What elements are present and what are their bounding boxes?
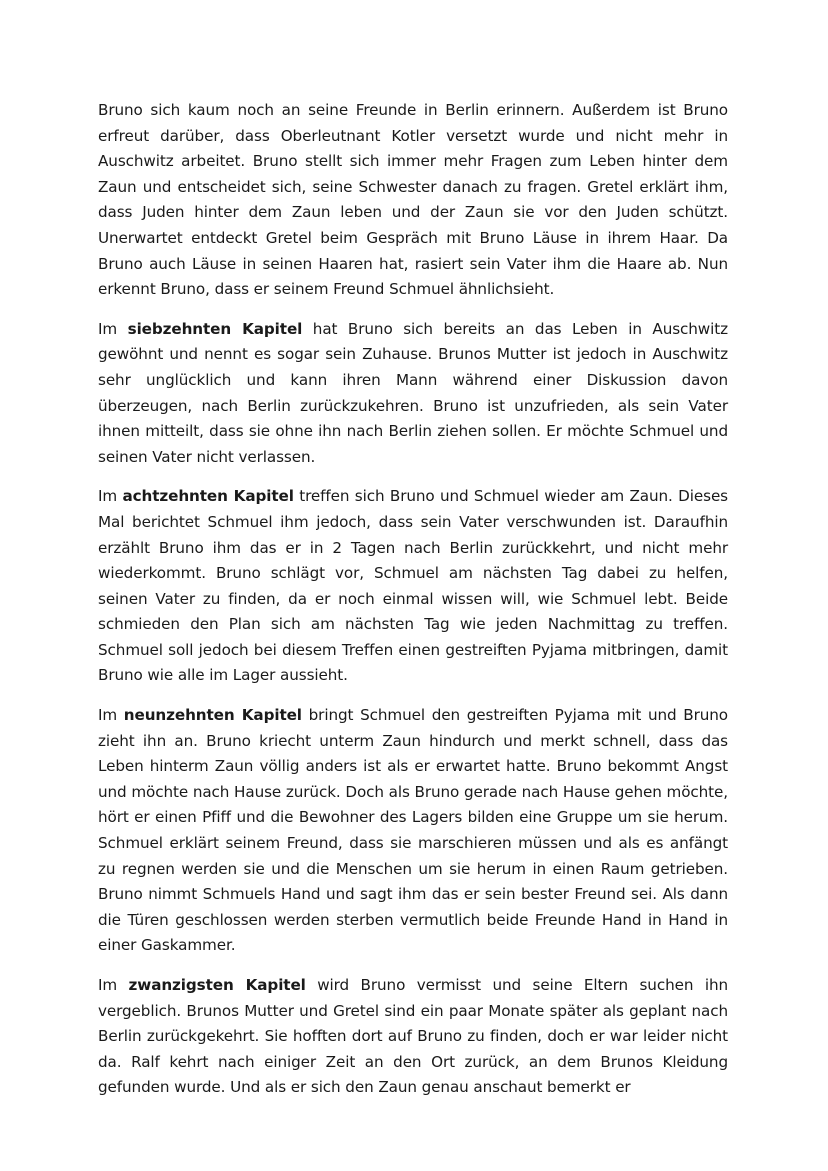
paragraph-chapter-18: [98, 484, 728, 689]
paragraph-text: treffen sich Bruno und Schmuel wieder am Zaun. Dieses Mal berichtet Schmuel ihm jedoch, dass sein Vater verschwunden ist. Daraufhin erzählt Bruno ihm das er in 2 Tagen nach Berlin zurückkehrt, und nicht mehr wiederkommt. Bruno schlägt vor, Schmuel am nächsten Tag dabei zu helfen, seinen Vater zu finden, da er noch einmal wissen will, wie Schmuel lebt. Beide schmieden den Plan sich am nächsten Tag wie jeden Nachmittag zu treffen. Schmuel soll jedoch bei diesem Treffen einen gestreiften Pyjama mitbringen, damit Bruno wie alle im Lager aussieht.: [98, 487, 728, 685]
paragraph-text: bringt Schmuel den gestreiften Pyjama mit und Bruno zieht ihn an. Bruno kriecht unterm Zaun hindurch und merkt schnell, dass das Leben hinterm Zaun völlig anders ist als er erwartet hatte. Bruno bekommt Angst und möchte nach Hause zurück. Doch als Bruno gerade nach Hause gehen möchte, hört er einen Pfiff und die Bewohner des Lagers bilden eine Gruppe um sie herum. Schmuel erklärt seinem Freund, dass sie marschieren müssen und als es anfängt zu regnen werden sie und die Menschen um sie herum in einen Raum getrieben. Bruno nimmt Schmuels Hand und sagt ihm das er sein bester Freund sei. Als dann die Türen geschlossen werden sterben vermutlich beide Freunde Hand in Hand in einer Gaskammer.: [98, 706, 728, 955]
paragraph-chapter-20: [98, 973, 728, 1101]
chapter-keyword: achtzehnten Kapitel: [122, 487, 294, 506]
paragraph-lead: Im: [98, 487, 123, 506]
paragraph-lead: Im: [98, 319, 128, 338]
paragraph-text: wird Bruno vermisst und seine Eltern suchen ihn vergeblich. Brunos Mutter und Gretel sind ein paar Monate später als geplant nach Berlin zurückgekehrt. Sie hofften dort auf Bruno zu finden, doch er war leider nicht da. Ralf kehrt nach einiger Zeit an den Ort zurück, an dem Brunos Kleidung gefunden wurde. Und als er sich den Zaun genau anschaut bemerkt er: [98, 976, 728, 1097]
chapter-keyword: siebzehnten Kapitel: [127, 319, 303, 338]
paragraph-chapter-17: [98, 317, 728, 471]
paragraph-text: Bruno sich kaum noch an seine Freunde in Berlin erinnern. Außerdem ist Bruno erfreut darüber, dass Oberleutnant Kotler versetzt wurde und nicht mehr in Auschwitz arbeitet. Bruno stellt sich immer mehr Fragen zum Leben hinter dem Zaun und entscheidet sich, seine Schwester danach zu fragen. Gretel erklärt ihm, dass Juden hinter dem Zaun leben und der Zaun sie vor den Juden schützt. Unerwartet entdeckt Gretel beim Gespräch mit Bruno Läuse in ihrem Haar. Da Bruno auch Läuse in seinen Haaren hat, rasiert sein Vater ihm die Haare ab. Nun erkennt Bruno, dass er seinem Freund Schmuel ähnlichsieht.: [98, 101, 728, 299]
chapter-keyword: zwanzigsten Kapitel: [128, 976, 306, 994]
paragraph-intro: [98, 98, 728, 303]
paragraph-chapter-19: [98, 703, 728, 959]
paragraph-lead: Im: [98, 976, 129, 994]
paragraph-lead: Im: [98, 706, 124, 725]
chapter-keyword: neunzehnten Kapitel: [123, 706, 302, 725]
paragraph-text: hat Bruno sich bereits an das Leben in Auschwitz gewöhnt und nennt es sogar sein Zuhause. Brunos Mutter ist jedoch in Auschwitz sehr unglücklich und kann ihren Mann während einer Diskussion davon überzeugen, nach Berlin zurückzukehren. Bruno ist unzufrieden, als sein Vater ihnen mitteilt, dass sie ohne ihn nach Berlin ziehen sollen. Er möchte Schmuel und seinen Vater nicht verlassen.: [98, 319, 728, 466]
document-page: [98, 98, 728, 1115]
